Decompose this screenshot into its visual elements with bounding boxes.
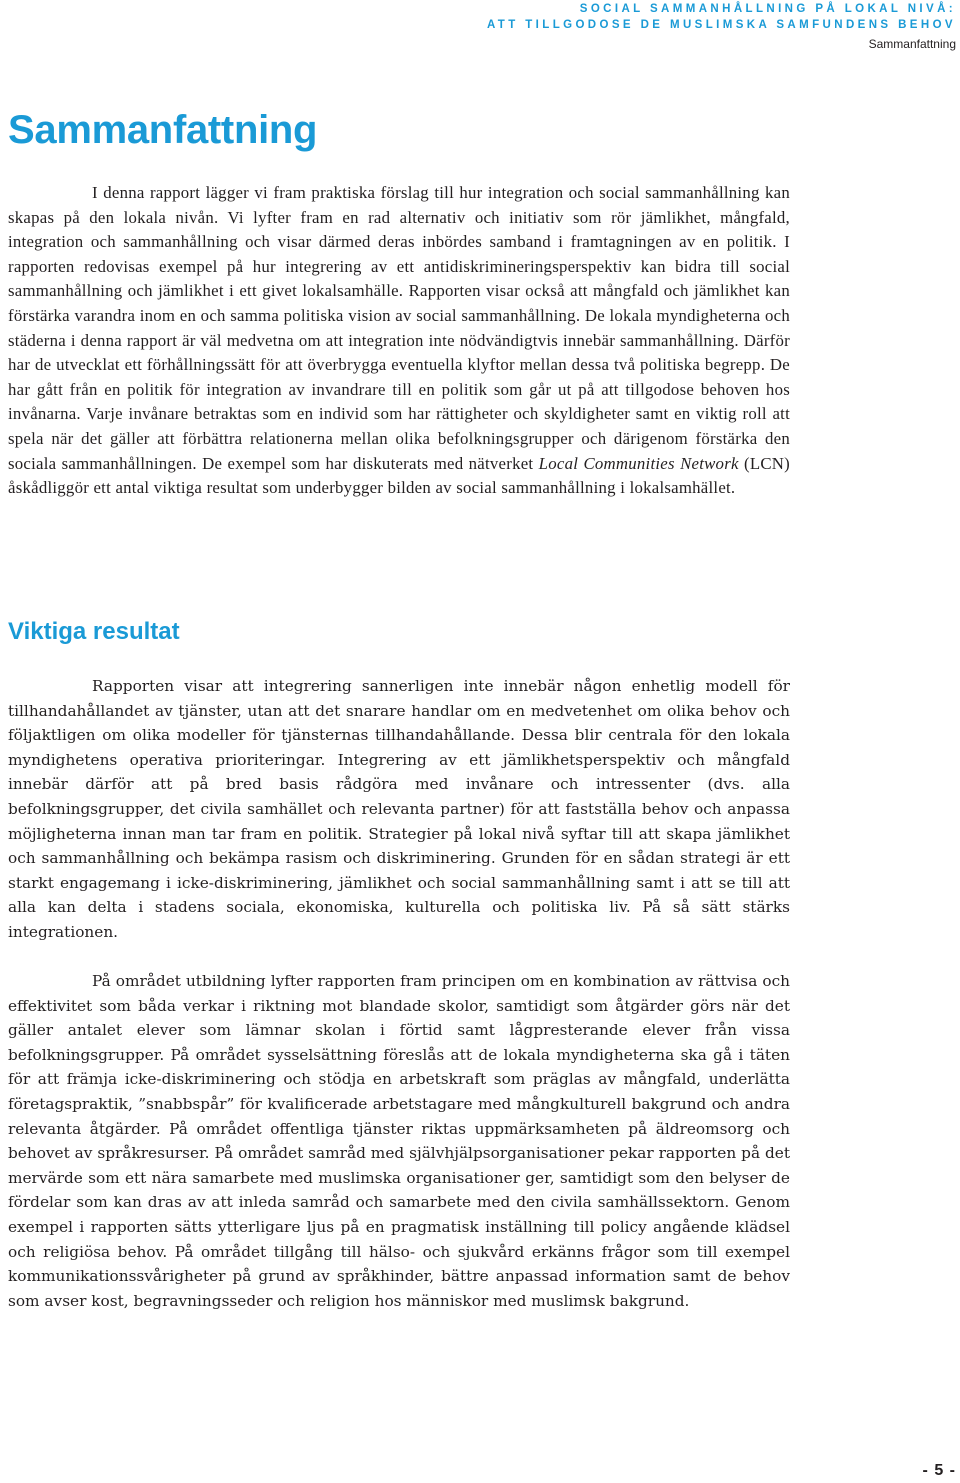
body-paragraph-2: På området utbildning lyfter rapporten fram principen om en kombination av rättvisa och effektivitet som båda verkar i riktning mot blandade skolor, samtidigt som åtgärder görs när det gäller antalet elever som lämnar skolan i förtid samt lågpresterande elever från vissa befolkningsgrupper. På området sysselsättning föreslås att de lokala myndigheterna ska gå i täten för att främja icke-diskriminering och stödja en arbetskraft som präglas av mångfald, underlätta företagspraktik, ”snabbspår” för kvalificerade arbetstagare med mångkulturell bakgrund och andra relevanta åtgärder. På området offentliga tjänster riktas uppmärksamheten på äldreomsorg och behovet av språkresurser. På området samråd med självhjälpsorganisationer pekar rapporten på det mervärde som ett nära samarbete med muslimska organisationer ger, samtidigt som den belyser de fördelar som kan dras av att inleda samråd och samarbete med den civila samhällssektorn. Genom exempel i rapporten sätts ytterligare ljus på en pragmatisk inställning till policy angående klädsel och religiösa behov. På området tillgång till hälso- och sjukvård erkänns frågor som till exempel kommunikationssvårigheter på grund av språkhinder, bättre anpassad information samt de behov som avser kost, begravningsseder och religion hos människor med muslimsk bakgrund. [8, 972, 790, 1310]
header-section-name: Sammanfattning [868, 37, 956, 51]
intro-text-part-1: I denna rapport lägger vi fram praktiska förslag till hur integration och social sammanhållning kan skapas på den lokala nivån. Vi lyfter fram en rad alternativ och initiativ som rör jämlikhet, mångfald, integration och sammanhållning och visar därmed deras inbördes samband i framtagningen av en politik. I rapporten redovisas exempel på hur integrering av ett antidiskrimineringsperspektiv kan bidra till social sammanhållning och jämlikhet i ett givet lokalsamhälle. Rapporten visar också att mångfald och jämlikhet kan förstärka varandra inom en och samma politiska vision av social sammanhållning. De lokala myndigheterna och städerna i denna rapport är väl medvetna om att integration inte nödvändigtvis innebär sammanhållning. Därför har de utvecklat ett förhållningssätt för att överbrygga eventuella klyftor mellan dessa två politiska begrepp. De har gått från en politik för integration av invandrare till en politik som går ut på att tillgodose behoven hos invånarna. Varje invånare betraktas som en individ som har rättigheter och skyldigheter samt en viktig roll att spela när det gäller att förbättra relationerna mellan olika befolkningsgrupper och därigenom förstärka den sociala sammanhållningen. De exempel som har diskuterats med nätverket [8, 183, 790, 473]
section-title-key-findings: Viktiga resultat [8, 618, 180, 645]
intro-text-part-2: (LCN) åskådliggör ett antal viktiga resultat som underbygger bilden av social sammanhållning i lokalsamhället. [8, 453, 790, 498]
page-title: Sammanfattning [8, 108, 318, 152]
intro-paragraph [8, 181, 790, 501]
running-header [487, 0, 956, 52]
intro-network-name: Local Communities Network [538, 453, 739, 473]
header-title-line-2: ATT TILLGODOSE DE MUSLIMSKA SAMFUNDENS BEHOV [486, 19, 956, 31]
header-title-line-1: SOCIAL SAMMANHÅLLNING PÅ LOKAL NIVÅ: [579, 3, 956, 15]
page-number: - 5 - [922, 1462, 956, 1479]
body-paragraph-1: Rapporten visar att integrering sannerligen inte innebär någon enhetlig modell för tillhandahållandet av tjänster, utan att det snarare handlar om en medvetenhet om olika behov och följaktligen om olika modeller för tjänsternas tillhandahållande. Dessa blir centrala för den lokala myndighetens operativa prioriteringar. Integrering av ett jämlikhetsperspektiv och mångfald innebär därför att på bred basis rådgöra med invånare och intressenter (dvs. alla befolkningsgrupper, det civila samhället och relevanta partner) för att fastställa behov och anpassa möjligheterna innan man tar fram en politik. Strategier på lokal nivå syftar till att skapa jämlikhet och sammanhållning och bekämpa rasism och diskriminering. Grunden för en sådan strategi är ett starkt engagemang i icke-diskriminering, jämlikhet och social sammanhållning samt i att se till att alla kan delta i stadens sociala, ekonomiska, kulturella och politiska liv. På så sätt stärks integrationen. [8, 677, 790, 941]
